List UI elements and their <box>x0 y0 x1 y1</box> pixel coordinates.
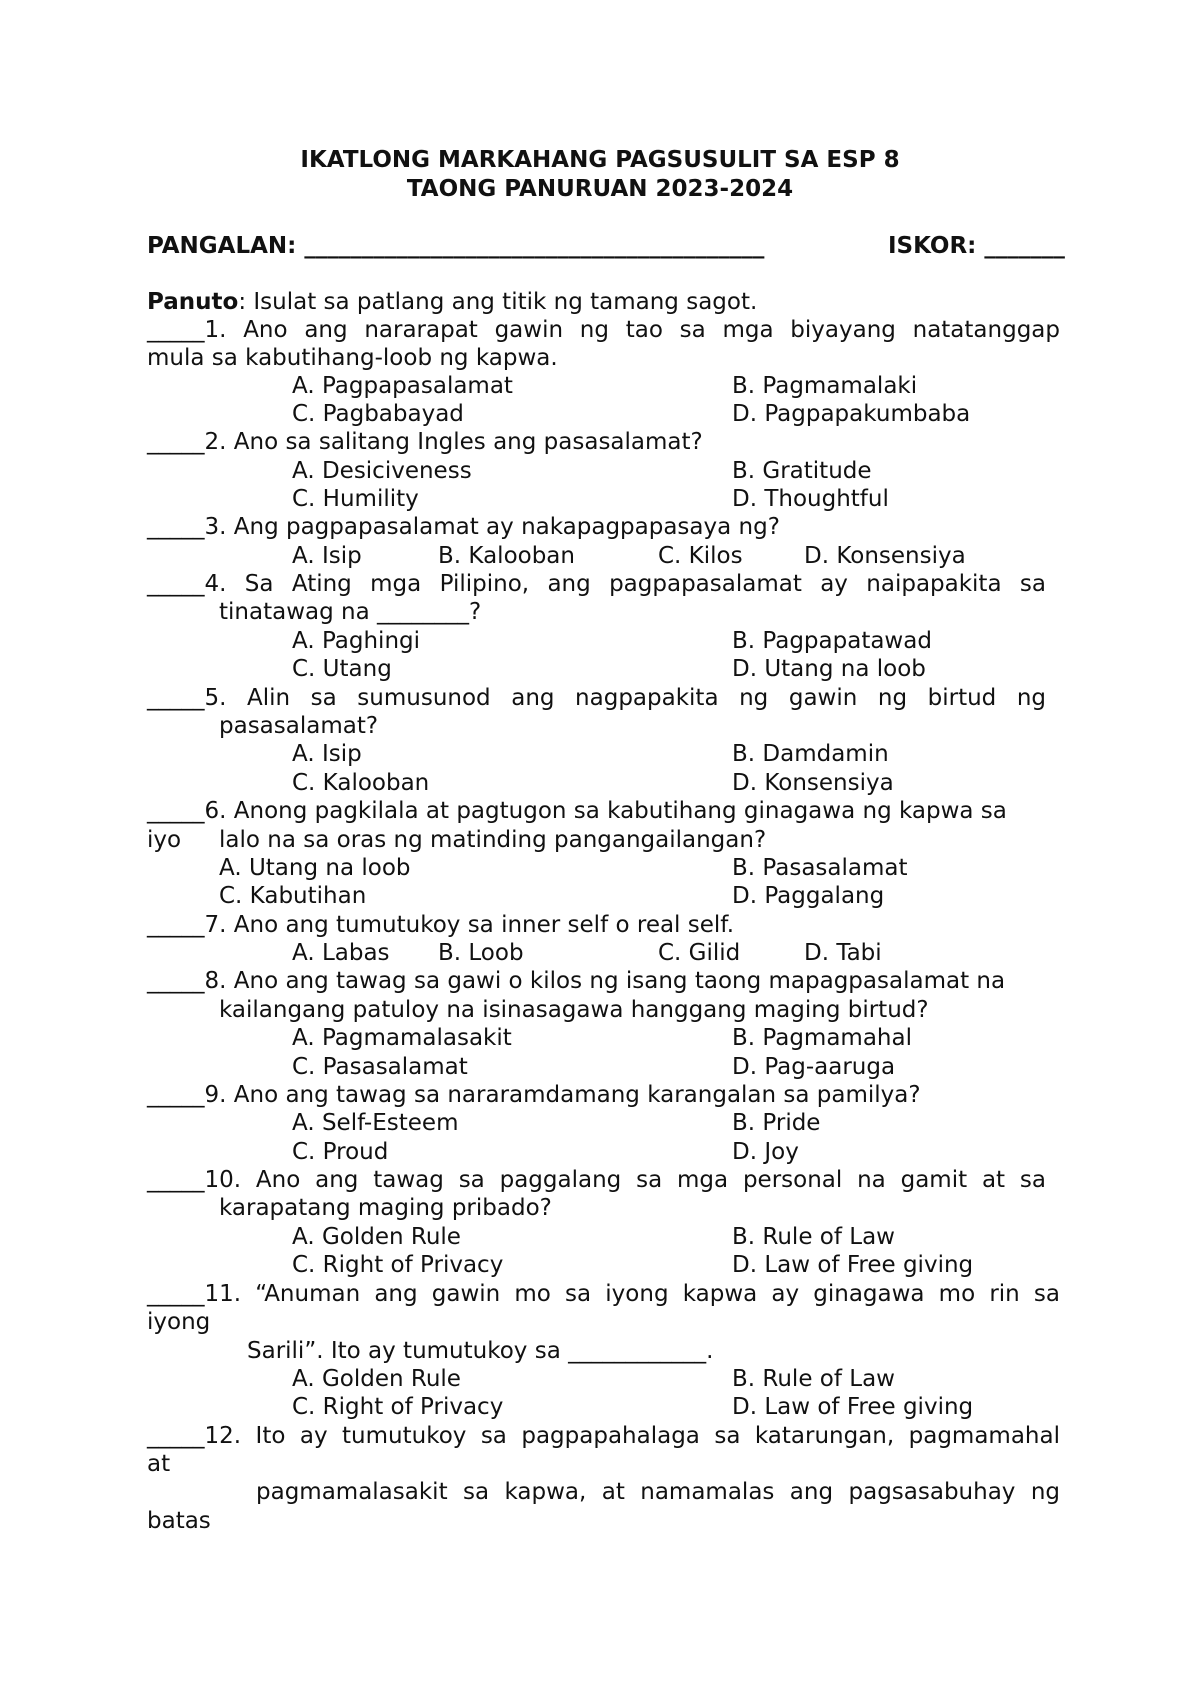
question-9-stem: _____9. Ano ang tawag sa nararamdamang karangalan sa pamilya? <box>147 1082 921 1108</box>
question-3-choice-a: A. Isip <box>292 543 362 569</box>
question-2-choice-d: D. Thoughtful <box>732 486 889 512</box>
instructions <box>147 288 757 316</box>
question-6-choice-a: A. Utang na loob <box>219 855 411 881</box>
question-4-stem-cont: tinatawag na ________? <box>219 599 482 625</box>
question-8-choice-c: C. Pasasalamat <box>292 1054 468 1080</box>
school-year: TAONG PANURUAN 2023-2024 <box>406 176 794 202</box>
question-11-stem: _____11. “Anuman ang gawin mo sa iyong kapwa ay ginagawa mo rin sa <box>147 1281 1060 1307</box>
question-11-choice-d: D. Law of Free giving <box>732 1394 974 1420</box>
question-11-stem-cont: Sarili”. Ito ay tumutukoy sa ____________. <box>247 1338 714 1364</box>
question-5-choice-d: D. Konsensiya <box>732 770 894 796</box>
question-10-stem: _____10. Ano ang tawag sa paggalang sa mga personal na gamit at sa <box>147 1167 1046 1193</box>
question-3-choice-d: D. Konsensiya <box>804 543 966 569</box>
question-6-stem-cont: lalo na sa oras ng matinding pangangailangan? <box>219 827 767 853</box>
instructions-label: Panuto <box>147 289 239 315</box>
question-11-stem-wrap: iyong <box>147 1309 211 1335</box>
question-1-choice-a: A. Pagpapasalamat <box>292 373 513 399</box>
question-4-stem: _____4. Sa Ating mga Pilipino, ang pagpapasalamat ay naipapakita sa <box>147 571 1046 597</box>
question-6-stem-prefix: iyo <box>147 827 182 853</box>
question-9-choice-b: B. Pride <box>732 1110 821 1136</box>
question-5-stem: _____5. Alin sa sumusunod ang nagpapakita ng gawin ng birtud ng <box>147 685 1046 711</box>
question-2-stem: _____2. Ano sa salitang Ingles ang pasasalamat? <box>147 429 703 455</box>
question-11-choice-c: C. Right of Privacy <box>292 1394 504 1420</box>
name-field-label: PANGALAN: ________________________________________ <box>147 233 765 259</box>
question-10-choice-c: C. Right of Privacy <box>292 1252 504 1278</box>
question-8-choice-a: A. Pagmamalasakit <box>292 1025 512 1051</box>
question-2-choice-c: C. Humility <box>292 486 419 512</box>
question-6-stem: _____6. Anong pagkilala at pagtugon sa kabutihang ginagawa ng kapwa sa <box>147 798 1007 824</box>
question-6-choice-b: B. Pasasalamat <box>732 855 908 881</box>
question-10-choice-a: A. Golden Rule <box>292 1224 461 1250</box>
question-10-choice-d: D. Law of Free giving <box>732 1252 974 1278</box>
question-4-choice-b: B. Pagpapatawad <box>732 628 932 654</box>
question-2-choice-b: B. Gratitude <box>732 458 872 484</box>
question-6-choice-c: C. Kabutihan <box>219 883 367 909</box>
question-9-choice-a: A. Self-Esteem <box>292 1110 459 1136</box>
question-3-choice-b: B. Kalooban <box>438 543 575 569</box>
question-12-stem-cont: pagmamalasakit sa kapwa, at namamalas ang pagsasabuhay ng <box>256 1479 1060 1505</box>
question-5-choice-b: B. Damdamin <box>732 741 889 767</box>
question-4-choice-d: D. Utang na loob <box>732 656 926 682</box>
question-2-choice-a: A. Desiciveness <box>292 458 472 484</box>
question-9-choice-c: C. Proud <box>292 1139 389 1165</box>
question-8-choice-b: B. Pagmamahal <box>732 1025 912 1051</box>
question-10-stem-cont: karapatang maging pribado? <box>219 1195 552 1221</box>
question-12-stem-wrap: at <box>147 1451 171 1477</box>
question-1-choice-b: B. Pagmamalaki <box>732 373 918 399</box>
exam-title: IKATLONG MARKAHANG PAGSUSULIT SA ESP 8 <box>300 147 900 173</box>
question-11-choice-a: A. Golden Rule <box>292 1366 461 1392</box>
question-1-stem-cont: mula sa kabutihang-loob ng kapwa. <box>147 345 558 371</box>
question-8-stem-cont: kailangang patuloy na isinasagawa hanggang maging birtud? <box>219 997 929 1023</box>
question-1-stem: _____1. Ano ang nararapat gawin ng tao sa mga biyayang natatanggap <box>147 317 1060 343</box>
question-7-choice-c: C. Gilid <box>658 940 741 966</box>
question-7-choice-b: B. Loob <box>438 940 524 966</box>
score-field-label: ISKOR: _______ <box>888 233 1065 259</box>
question-7-choice-d: D. Tabi <box>804 940 882 966</box>
question-4-choice-a: A. Paghingi <box>292 628 421 654</box>
question-12-stem: _____12. Ito ay tumutukoy sa pagpapahalaga sa katarungan, pagmamahal <box>147 1423 1060 1449</box>
question-3-choice-c: C. Kilos <box>658 543 743 569</box>
question-4-choice-c: C. Utang <box>292 656 392 682</box>
question-8-choice-d: D. Pag-aaruga <box>732 1054 896 1080</box>
question-11-choice-b: B. Rule of Law <box>732 1366 895 1392</box>
question-7-choice-a: A. Labas <box>292 940 390 966</box>
question-1-choice-d: D. Pagpapakumbaba <box>732 401 971 427</box>
question-10-choice-b: B. Rule of Law <box>732 1224 895 1250</box>
question-5-stem-cont: pasasalamat? <box>219 713 379 739</box>
question-3-stem: _____3. Ang pagpapasalamat ay nakapagpapasaya ng? <box>147 514 780 540</box>
question-7-stem: _____7. Ano ang tumutukoy sa inner self o real self. <box>147 912 735 938</box>
question-5-choice-c: C. Kalooban <box>292 770 430 796</box>
question-9-choice-d: D. Joy <box>732 1139 799 1165</box>
question-8-stem: _____8. Ano ang tawag sa gawi o kilos ng isang taong mapagpasalamat na <box>147 968 1006 994</box>
question-5-choice-a: A. Isip <box>292 741 362 767</box>
question-12-stem-end: batas <box>147 1508 211 1534</box>
instructions-text: : Isulat sa patlang ang titik ng tamang sagot. <box>238 289 758 315</box>
question-6-choice-d: D. Paggalang <box>732 883 885 909</box>
question-1-choice-c: C. Pagbabayad <box>292 401 464 427</box>
